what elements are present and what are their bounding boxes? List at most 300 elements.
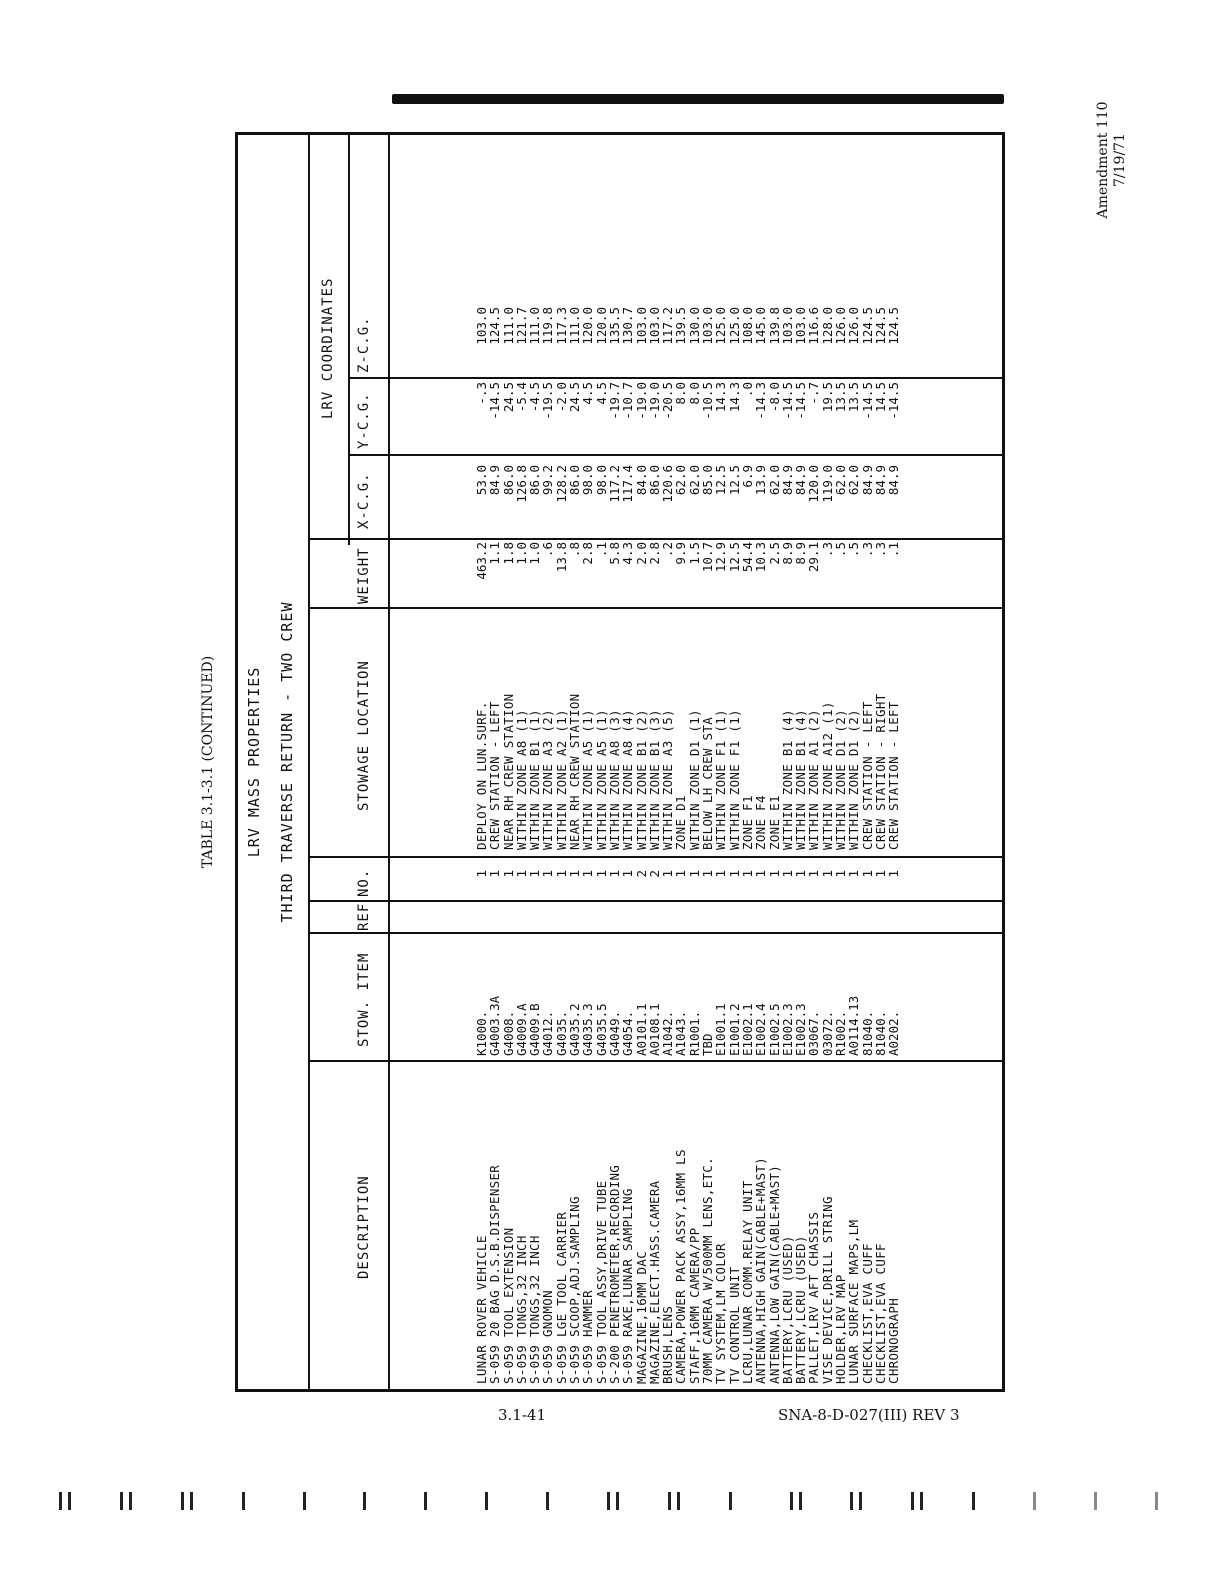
y-cg-cell: -5.4 xyxy=(513,382,529,413)
y-cg-cell: 13.5 xyxy=(846,382,862,413)
location-cell: WITHIN ZONE D1 (2) xyxy=(846,709,862,850)
quantity-cell: 2 xyxy=(633,870,649,878)
x-cg-cell: 62.0 xyxy=(833,465,849,496)
stow-item-cell: G4003.3A xyxy=(487,995,503,1056)
z-cg-cell: 111.0 xyxy=(500,307,516,345)
page-number: 3.1-41 xyxy=(498,1406,547,1424)
description-cell: S-059 TONGS,32 INCH xyxy=(513,1235,529,1384)
weight-cell: 13.8 xyxy=(553,542,569,573)
x-cg-cell: 84.9 xyxy=(872,465,888,496)
table-row xyxy=(874,135,887,1389)
description-cell: S-059 HAMMER xyxy=(580,1290,596,1384)
description-cell: HOLDER,LRV MAP xyxy=(833,1274,849,1384)
scan-mark xyxy=(606,1492,620,1510)
z-cg-cell: 103.0 xyxy=(779,307,795,345)
table-row xyxy=(648,135,661,1389)
table-row xyxy=(794,135,807,1389)
table-row xyxy=(581,135,594,1389)
y-cg-cell: .0 xyxy=(739,382,755,398)
quantity-cell: 1 xyxy=(660,870,676,878)
stow-item-cell: G4054. xyxy=(620,1010,636,1056)
stow-item-cell: 03072. xyxy=(819,1010,835,1056)
stow-item-cell: G4035.5 xyxy=(593,1003,609,1056)
y-cg-cell: 8.0 xyxy=(686,382,702,405)
rule-under-headers xyxy=(388,135,390,1389)
table-row xyxy=(861,135,874,1389)
table-row xyxy=(821,135,834,1389)
description-cell: LCRU,LUNAR COMM.RELAY UNIT xyxy=(739,1180,755,1384)
x-cg-cell: 62.0 xyxy=(673,465,689,496)
z-cg-cell: 121.7 xyxy=(513,307,529,345)
table-row xyxy=(488,135,501,1389)
description-cell: STAFF,16MM CAMERA/PP xyxy=(686,1227,702,1384)
z-cg-cell: 117.2 xyxy=(660,307,676,345)
col-header-ref: REF xyxy=(356,902,372,931)
quantity-cell: 1 xyxy=(474,870,489,878)
quantity-cell: 1 xyxy=(527,870,543,878)
table-row xyxy=(502,135,515,1389)
x-cg-cell: 120.6 xyxy=(660,465,676,503)
mass-properties-table xyxy=(235,132,1005,1392)
x-cg-cell: 12.5 xyxy=(713,465,729,496)
table-row xyxy=(528,135,541,1389)
z-cg-cell: 117.3 xyxy=(553,307,569,345)
stow-item-cell: TBD xyxy=(700,1033,716,1056)
amendment-date: 7/19/71 xyxy=(1112,133,1128,187)
weight-cell: 463.2 xyxy=(474,542,489,580)
weight-cell: 10.3 xyxy=(753,542,769,573)
description-cell: CHRONOGRAPH xyxy=(886,1297,902,1384)
scan-mark xyxy=(302,1492,316,1510)
table-row xyxy=(807,135,820,1389)
z-cg-cell: 120.0 xyxy=(580,307,596,345)
col-header-y-cg: Y-C.G. xyxy=(356,392,372,449)
weight-cell: .5 xyxy=(846,542,862,558)
location-cell: WITHIN ZONE A1 (2) xyxy=(806,709,822,850)
scan-mark xyxy=(789,1492,803,1510)
y-cg-cell: -19.0 xyxy=(633,382,649,420)
table-row xyxy=(541,135,554,1389)
y-cg-cell: -.3 xyxy=(474,382,489,405)
description-cell: CAMERA,POWER PACK ASSY,16MM LS xyxy=(673,1149,689,1384)
col-header-stow-item: STOW. ITEM xyxy=(356,952,372,1047)
weight-cell: 4.3 xyxy=(620,542,636,565)
location-cell: CREW STATION - RIGHT xyxy=(872,693,888,850)
description-cell: 70MM CAMERA W/500MM LENS,ETC. xyxy=(700,1157,716,1384)
description-cell: MAGAZINE,16MM DAC xyxy=(633,1250,649,1384)
location-cell: WITHIN ZONE B1 (4) xyxy=(779,709,795,850)
x-cg-cell: 86.0 xyxy=(646,465,662,496)
x-cg-cell: 99.2 xyxy=(540,465,556,496)
x-cg-cell: 98.0 xyxy=(593,465,609,496)
weight-cell: .8 xyxy=(567,542,583,558)
bottom-tick-marks xyxy=(58,1492,1168,1514)
location-cell: WITHIN ZONE A12 (1) xyxy=(819,701,835,850)
z-cg-cell: 111.0 xyxy=(567,307,583,345)
x-cg-cell: 62.0 xyxy=(766,465,782,496)
top-black-bar xyxy=(392,94,1004,104)
stow-item-cell: G4035.3 xyxy=(580,1003,596,1056)
quantity-cell: 1 xyxy=(872,870,888,878)
x-cg-cell: 85.0 xyxy=(700,465,716,496)
quantity-cell: 1 xyxy=(606,870,622,878)
stow-item-cell: G4035.2 xyxy=(567,1003,583,1056)
location-cell: ZONE D1 xyxy=(673,795,689,850)
stow-item-cell: E1001.1 xyxy=(713,1003,729,1056)
scan-mark xyxy=(667,1492,681,1510)
description-cell: S-059 LGE TOOL CARRIER xyxy=(553,1211,569,1384)
location-cell: WITHIN ZONE A5 (1) xyxy=(580,709,596,850)
stow-item-cell: 03067. xyxy=(806,1010,822,1056)
description-cell: VISE DEVICE,DRILL STRING xyxy=(819,1196,835,1384)
weight-cell: 1.5 xyxy=(686,542,702,565)
location-cell: ZONE F1 xyxy=(739,795,755,850)
location-cell: WITHIN ZONE A3 (2) xyxy=(540,709,556,850)
weight-cell: 2.8 xyxy=(646,542,662,565)
location-cell: WITHIN ZONE B1 (1) xyxy=(527,709,543,850)
stow-item-cell: G4035. xyxy=(553,1010,569,1056)
location-cell: NEAR RH CREW STATION xyxy=(500,693,516,850)
y-cg-cell: -8.0 xyxy=(766,382,782,413)
quantity-cell: 1 xyxy=(713,870,729,878)
x-cg-cell: 117.2 xyxy=(606,465,622,503)
y-cg-cell: -2.0 xyxy=(553,382,569,413)
stow-item-cell: A0101.1 xyxy=(633,1003,649,1056)
z-cg-cell: 124.5 xyxy=(487,307,503,345)
quantity-cell: 1 xyxy=(739,870,755,878)
table-row xyxy=(515,135,528,1389)
table-subtitle: THIRD TRAVERSE RETURN - TWO CREW xyxy=(278,601,296,923)
quantity-cell: 1 xyxy=(753,870,769,878)
y-cg-cell: -20.5 xyxy=(660,382,676,420)
x-cg-cell: 128.2 xyxy=(553,465,569,503)
stow-item-cell: 81040. xyxy=(859,1010,875,1056)
quantity-cell: 1 xyxy=(620,870,636,878)
table-row xyxy=(475,135,488,1389)
weight-cell: 12.5 xyxy=(726,542,742,573)
z-cg-cell: 126.0 xyxy=(833,307,849,345)
location-cell: WITHIN ZONE B1 (2) xyxy=(633,709,649,850)
y-cg-cell: 4.5 xyxy=(580,382,596,405)
location-cell: WITHIN ZONE A2 (1) xyxy=(553,709,569,850)
table-row xyxy=(768,135,781,1389)
y-cg-cell: -14.5 xyxy=(886,382,902,420)
x-cg-cell: 13.9 xyxy=(753,465,769,496)
scan-mark xyxy=(728,1492,742,1510)
coord-group-header: LRV COORDINATES xyxy=(320,277,336,419)
description-cell: TV CONTROL UNIT xyxy=(726,1266,742,1384)
y-cg-cell: -14.3 xyxy=(753,382,769,420)
weight-cell: .3 xyxy=(872,542,888,558)
y-cg-cell: 4.5 xyxy=(593,382,609,405)
z-cg-cell: 126.0 xyxy=(846,307,862,345)
table-row xyxy=(688,135,701,1389)
quantity-cell: 1 xyxy=(500,870,516,878)
stow-item-cell: G4009.A xyxy=(513,1003,529,1056)
description-cell: S-059 SCOOP,ADJ.SAMPLING xyxy=(567,1196,583,1384)
weight-cell: 2.8 xyxy=(580,542,596,565)
location-cell: ZONE F4 xyxy=(753,795,769,850)
table-row xyxy=(621,135,634,1389)
location-cell: WITHIN ZONE F1 (1) xyxy=(726,709,742,850)
x-cg-cell: 84.9 xyxy=(779,465,795,496)
location-cell: WITHIN ZONE A3 (5) xyxy=(660,709,676,850)
col-header-location: STOWAGE LOCATION xyxy=(356,660,372,811)
scan-mark xyxy=(1154,1492,1168,1510)
quantity-cell: 1 xyxy=(766,870,782,878)
col-header-description: DESCRIPTION xyxy=(356,1175,372,1279)
table-row xyxy=(674,135,687,1389)
description-cell: ANTENNA,LOW GAIN(CABLE+MAST) xyxy=(766,1164,782,1384)
x-cg-cell: 53.0 xyxy=(474,465,489,496)
location-cell: WITHIN ZONE A5 (1) xyxy=(593,709,609,850)
rotated-table-page xyxy=(200,132,1010,1392)
document-id: SNA-8-D-027(III) REV 3 xyxy=(778,1406,960,1424)
weight-cell: .5 xyxy=(833,542,849,558)
stow-item-cell: E1001.2 xyxy=(726,1003,742,1056)
weight-cell: 2.5 xyxy=(766,542,782,565)
y-cg-cell: 13.5 xyxy=(833,382,849,413)
weight-cell: .1 xyxy=(886,542,902,558)
y-cg-cell: 8.0 xyxy=(673,382,689,405)
table-row xyxy=(847,135,860,1389)
z-cg-cell: 116.6 xyxy=(806,307,822,345)
x-cg-cell: 84.9 xyxy=(886,465,902,496)
col-header-x-cg: X-C.G. xyxy=(356,472,372,529)
y-cg-cell: -10.5 xyxy=(700,382,716,420)
weight-cell: .2 xyxy=(660,542,676,558)
weight-cell: 29.1 xyxy=(806,542,822,573)
x-cg-cell: 98.0 xyxy=(580,465,596,496)
description-cell: CHECKLIST,EVA CUFF xyxy=(859,1243,875,1384)
rule-under-title xyxy=(308,135,310,1389)
description-cell: S-059 20 BAG D.S.B.DISPENSER xyxy=(487,1164,503,1384)
y-cg-cell: 19.5 xyxy=(819,382,835,413)
x-cg-cell: 119.0 xyxy=(819,465,835,503)
quantity-cell: 1 xyxy=(540,870,556,878)
quantity-cell: 1 xyxy=(819,870,835,878)
quantity-cell: 1 xyxy=(833,870,849,878)
y-cg-cell: -14.5 xyxy=(793,382,809,420)
y-cg-cell: -10.7 xyxy=(620,382,636,420)
location-cell: WITHIN ZONE D1 (2) xyxy=(833,709,849,850)
stow-item-cell: A1042. xyxy=(660,1010,676,1056)
table-row xyxy=(568,135,581,1389)
weight-cell: 54.4 xyxy=(739,542,755,573)
table-row xyxy=(595,135,608,1389)
stow-item-cell: G4009.B xyxy=(527,1003,543,1056)
weight-cell: 12.9 xyxy=(713,542,729,573)
weight-cell: 2.0 xyxy=(633,542,649,565)
x-cg-cell: 126.8 xyxy=(513,465,529,503)
weight-cell: .3 xyxy=(859,542,875,558)
scan-mark xyxy=(545,1492,559,1510)
rule-under-coord-group xyxy=(348,135,350,545)
z-cg-cell: 124.5 xyxy=(872,307,888,345)
quantity-cell: 1 xyxy=(673,870,689,878)
table-row xyxy=(555,135,568,1389)
weight-cell: 5.8 xyxy=(606,542,622,565)
quantity-cell: 1 xyxy=(700,870,716,878)
z-cg-cell: 125.0 xyxy=(726,307,742,345)
description-cell: BATTERY,LCRU (USED) xyxy=(779,1235,795,1384)
quantity-cell: 1 xyxy=(846,870,862,878)
z-cg-cell: 119.8 xyxy=(540,307,556,345)
y-cg-cell: -14.5 xyxy=(859,382,875,420)
x-cg-cell: 117.4 xyxy=(620,465,636,503)
stow-item-cell: G4008. xyxy=(500,1010,516,1056)
stow-item-cell: E1002.1 xyxy=(739,1003,755,1056)
z-cg-cell: 139.5 xyxy=(673,307,689,345)
quantity-cell: 1 xyxy=(806,870,822,878)
description-cell: S-059 GNOMON xyxy=(540,1290,556,1384)
z-cg-cell: 120.0 xyxy=(593,307,609,345)
weight-cell: 8.9 xyxy=(779,542,795,565)
x-cg-cell: 86.0 xyxy=(567,465,583,496)
description-cell: TV SYSTEM,LM COLOR xyxy=(713,1243,729,1384)
z-cg-cell: 103.0 xyxy=(646,307,662,345)
stow-item-cell: E1002.4 xyxy=(753,1003,769,1056)
z-cg-cell: 124.5 xyxy=(859,307,875,345)
description-cell: CHECKLIST,EVA CUFF xyxy=(872,1243,888,1384)
scan-mark xyxy=(180,1492,194,1510)
scan-mark xyxy=(241,1492,255,1510)
location-cell: WITHIN ZONE F1 (1) xyxy=(713,709,729,850)
description-cell: BATTERY,LCRU (USED) xyxy=(793,1235,809,1384)
z-cg-cell: 111.0 xyxy=(527,307,543,345)
location-cell: DEPLOY ON LUN.SURF. xyxy=(474,701,489,850)
z-cg-cell: 130.0 xyxy=(686,307,702,345)
table-row xyxy=(834,135,847,1389)
description-cell: ANTENNA,HIGH GAIN(CABLE+MAST) xyxy=(753,1157,769,1384)
table-body xyxy=(475,135,901,1389)
y-cg-cell: 14.5 xyxy=(872,382,888,413)
y-cg-cell: -14.5 xyxy=(779,382,795,420)
quantity-cell: 1 xyxy=(793,870,809,878)
stow-item-cell: E1002.3 xyxy=(779,1003,795,1056)
stow-item-cell: E1002.5 xyxy=(766,1003,782,1056)
x-cg-cell: 84.9 xyxy=(793,465,809,496)
z-cg-cell: 135.5 xyxy=(606,307,622,345)
z-cg-cell: 145.0 xyxy=(753,307,769,345)
table-row xyxy=(741,135,754,1389)
weight-cell: 1.0 xyxy=(513,542,529,565)
table-row xyxy=(635,135,648,1389)
scan-mark xyxy=(1032,1492,1046,1510)
quantity-cell: 1 xyxy=(567,870,583,878)
y-cg-cell: 24.5 xyxy=(500,382,516,413)
quantity-cell: 1 xyxy=(513,870,529,878)
quantity-cell: 1 xyxy=(487,870,503,878)
y-cg-cell: -4.5 xyxy=(527,382,543,413)
z-cg-cell: 103.0 xyxy=(633,307,649,345)
weight-cell: 8.9 xyxy=(793,542,809,565)
weight-cell: .6 xyxy=(540,542,556,558)
description-cell: LUNAR SURFACE MAPS,LM xyxy=(846,1219,862,1384)
col-header-weight: WEIGHT xyxy=(356,547,372,604)
x-cg-cell: 12.5 xyxy=(726,465,742,496)
stow-item-cell: A0108.1 xyxy=(646,1003,662,1056)
table-row xyxy=(701,135,714,1389)
location-cell: NEAR RH CREW STATION xyxy=(567,693,583,850)
x-cg-cell: 84.9 xyxy=(487,465,503,496)
location-cell: CREW STATION - LEFT xyxy=(886,701,902,850)
amendment-note xyxy=(1095,50,1129,270)
description-cell: S-059 TOOL EXTENSION xyxy=(500,1227,516,1384)
y-cg-cell: -19.7 xyxy=(606,382,622,420)
z-cg-cell: 128.0 xyxy=(819,307,835,345)
table-row xyxy=(661,135,674,1389)
scan-mark xyxy=(849,1492,863,1510)
location-cell: CREW STATION - LEFT xyxy=(487,701,503,850)
quantity-cell: 2 xyxy=(646,870,662,878)
weight-cell: 1.0 xyxy=(527,542,543,565)
quantity-cell: 1 xyxy=(726,870,742,878)
y-cg-cell: -.7 xyxy=(806,382,822,405)
y-cg-cell: 14.3 xyxy=(726,382,742,413)
table-row xyxy=(887,135,900,1389)
z-cg-cell: 125.0 xyxy=(713,307,729,345)
scan-mark xyxy=(1093,1492,1107,1510)
quantity-cell: 1 xyxy=(886,870,902,878)
stow-item-cell: A0114.13 xyxy=(846,995,862,1056)
scan-mark xyxy=(910,1492,924,1510)
scan-mark xyxy=(971,1492,985,1510)
scan-mark xyxy=(58,1492,72,1510)
description-cell: MAGAZINE,ELECT.HASS.CAMERA xyxy=(646,1180,662,1384)
location-cell: BELOW LH CREW STA xyxy=(700,716,716,850)
weight-cell: 1.1 xyxy=(487,542,503,565)
stow-item-cell: K1000. xyxy=(474,1010,489,1056)
quantity-cell: 1 xyxy=(779,870,795,878)
table-caption: TABLE 3.1-3.1 (CONTINUED) xyxy=(200,655,216,869)
z-cg-cell: 130.7 xyxy=(620,307,636,345)
location-cell: WITHIN ZONE B1 (4) xyxy=(793,709,809,850)
x-cg-cell: 84.9 xyxy=(859,465,875,496)
quantity-cell: 1 xyxy=(859,870,875,878)
weight-cell: .1 xyxy=(593,542,609,558)
description-cell: LUNAR ROVER VEHICLE xyxy=(474,1235,489,1384)
location-cell: WITHIN ZONE A8 (3) xyxy=(606,709,622,850)
x-cg-cell: 86.0 xyxy=(527,465,543,496)
description-cell: S-200 PENETROMETER,RECORDING xyxy=(606,1164,622,1384)
location-cell: WITHIN ZONE B1 (3) xyxy=(646,709,662,850)
stow-item-cell: E1002.3 xyxy=(793,1003,809,1056)
location-cell: ZONE E1 xyxy=(766,795,782,850)
quantity-cell: 1 xyxy=(686,870,702,878)
stow-item-cell: R1002. xyxy=(833,1010,849,1056)
x-cg-cell: 62.0 xyxy=(846,465,862,496)
description-cell: BRUSH,LENS xyxy=(660,1305,676,1384)
table-row xyxy=(754,135,767,1389)
y-cg-cell: -19.0 xyxy=(646,382,662,420)
x-cg-cell: 86.0 xyxy=(500,465,516,496)
weight-cell: .3 xyxy=(819,542,835,558)
quantity-cell: 1 xyxy=(553,870,569,878)
location-cell: WITHIN ZONE A8 (1) xyxy=(513,709,529,850)
amendment-number: Amendment 110 xyxy=(1095,101,1111,219)
location-cell: WITHIN ZONE D1 (1) xyxy=(686,709,702,850)
x-cg-cell: 120.0 xyxy=(806,465,822,503)
y-cg-cell: -19.5 xyxy=(540,382,556,420)
scan-mark xyxy=(362,1492,376,1510)
weight-cell: 1.8 xyxy=(500,542,516,565)
location-cell: WITHIN ZONE A8 (4) xyxy=(620,709,636,850)
description-cell: PALLET,LRV AFT CHASSIS xyxy=(806,1211,822,1384)
y-cg-cell: -14.5 xyxy=(487,382,503,420)
y-cg-cell: 24.5 xyxy=(567,382,583,413)
description-cell: S-059 TONGS,32 INCH xyxy=(527,1235,543,1384)
